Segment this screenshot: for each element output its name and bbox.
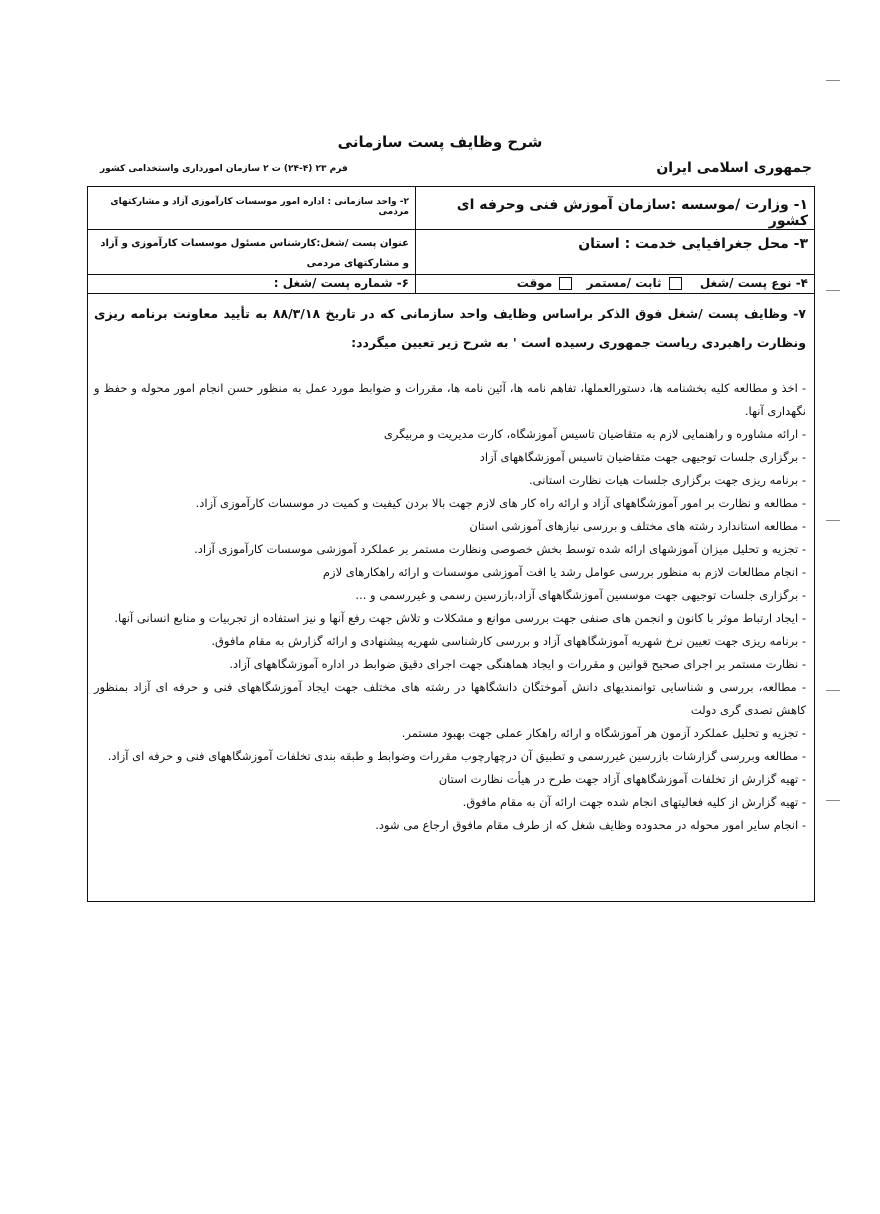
duty-item: - مطالعه و نظارت بر امور آموزشگاههای آزاد و ارائه راه کار های لازم جهت بالا بردن کیفیت و کمیت در موسسات کارآموزی آزاد. [195, 496, 806, 510]
duty-item: - برگزاری جلسات توجیهی جهت متقاضیان تاسیس آموزشگاههای آزاد [479, 450, 806, 464]
scan-mark [826, 520, 840, 521]
duty-item: - مطالعه وبررسی گزارشات بازرسین غیررسمی و تطبیق آن درچهارچوب مقررات وضوابط و طبقه بندی تخلفات آموزشگاههای فنی و حرفه ای آزاد. [107, 749, 806, 763]
duty-item: - انجام مطالعات لازم به منظور بررسی عوامل رشد یا افت آموزشی موسسات و ارائه راهکارهای لازم [322, 565, 806, 579]
duty-item: - برگزاری جلسات توجیهی جهت موسسین آموزشگاههای آزاد،بازرسین رسمی و غیررسمی و ... [355, 588, 806, 602]
form-row-3 [88, 275, 814, 294]
temporary-checkbox[interactable] [559, 277, 572, 290]
job-number-field: ۶- شماره پست /شغل : [273, 276, 409, 290]
duty-item: - تجزیه و تحلیل عملکرد آزمون هر آموزشگاه و ارائه راهکار عملی جهت بهبود مستمر. [401, 726, 806, 740]
ministry-field: ۱- وزارت /موسسه :سازمان آموزش فنی وحرفه ای کشور [456, 197, 808, 229]
location-field: ۳- محل جغرافیایی خدمت : استان [578, 236, 808, 252]
duty-item: - نظارت مستمر بر اجرای صحیح قوانین و مقررات و ایجاد هماهنگی جهت اجرای دقیق ضوابط در اداره آموزشگاههای آزاد. [229, 657, 806, 671]
unit-field: ۲- واحد سازمانی : اداره امور موسسات کارآموزی آزاد و مشارکتهای مردمی [110, 197, 409, 217]
document-title: شرح وظایف پست سازمانی [337, 133, 543, 151]
scan-mark [826, 690, 840, 691]
job-title-field: عنوان پست /شغل:کارشناس مسئول موسسات کارآموزی و آزاد و مشارکتهای مردمی [100, 238, 409, 269]
duties-intro: ۷- وظایف پست /شغل فوق الذکر براساس وظایف واحد سازمانی که در تاریخ ۸۸/۳/۱۸ به تأیید معاونت برنامه ریزی ونظارت راهبردی ریاست جمهوری رسیده است ' به شرح زیر تعیین میگردد: [94, 306, 807, 350]
duty-item: - برنامه ریزی جهت برگزاری جلسات هیات نظارت استانی. [528, 473, 806, 487]
duty-item: - انجام سایر امور محوله در محدوده وظایف شغل که از طرف مقام مافوق ارجاع می شود. [375, 818, 806, 832]
header-row [100, 160, 820, 186]
duty-item: - تهیه گزارش از تخلفات آموزشگاههای آزاد جهت طرح در هیأت نظارت استان [438, 772, 806, 786]
duty-item: - مطالعه استاندارد رشته های مختلف و بررسی نیازهای آموزشی استان [469, 519, 806, 533]
country-name: جمهوری اسلامی ایران [656, 160, 812, 176]
form-reference: فرم ۲۳ (۴-۲۴) ت ۲ سازمان امورداری واستخدامی کشور [100, 164, 348, 174]
job-type-field [414, 275, 814, 293]
form-row-2 [88, 230, 814, 275]
duty-item: - ایجاد ارتباط موثر با کانون و انجمن های صنفی جهت بررسی موانع و مشکلات و تلاش جهت رفع آنها و نیز استفاده از تجربیات و منابع انسانی آنها. [114, 611, 806, 625]
duties-list [94, 377, 806, 837]
permanent-label: ثابت /مستمر [586, 276, 662, 290]
duty-item: - برنامه ریزی جهت تعیین نرخ شهریه آموزشگاههای آزاد و بررسی کارشناسی شهریه پیشنهادی و ارائه گزارش به مقام مافوق. [211, 634, 806, 648]
scan-mark [826, 800, 840, 801]
job-type-label: ۴- نوع پست /شغل [699, 276, 808, 290]
duties-section [88, 295, 814, 837]
duty-item: - اخذ و مطالعه کلیه بخشنامه ها، دستورالعملها، تفاهم نامه ها، آئین نامه ها، مقررات و ضوابط مورد عمل به منظور حسن انجام امور محوله و حفظ و نگهداری آنها. [94, 381, 806, 418]
permanent-checkbox[interactable] [669, 277, 682, 290]
duty-item: - تجزیه و تحلیل میزان آموزشهای ارائه شده توسط بخش خصوصی ونظارت مستمر بر عملکرد آموزشی موسسات کارآموزی آزاد. [194, 542, 806, 556]
temporary-label: موقت [516, 276, 553, 290]
scan-mark [826, 290, 840, 291]
duty-item: - تهیه گزارش از کلیه فعالیتهای انجام شده جهت ارائه آن به مقام مافوق. [462, 795, 806, 809]
duty-item: - مطالعه، بررسی و شناسایی توانمندیهای دانش آموختگان دانشگاهها در رشته های مختلف جهت ایجاد آموزشگاههای فنی و حرفه ای آزاد بمنظور کاهش تصدی گری دولت [94, 680, 806, 717]
duty-item: - ارائه مشاوره و راهنمایی لازم به متقاضیان تاسیس آموزشگاه، کارت مدیریت و مربیگری [383, 427, 806, 441]
job-description-form [87, 186, 815, 902]
scan-mark [826, 80, 840, 81]
form-row-1 [88, 187, 814, 230]
